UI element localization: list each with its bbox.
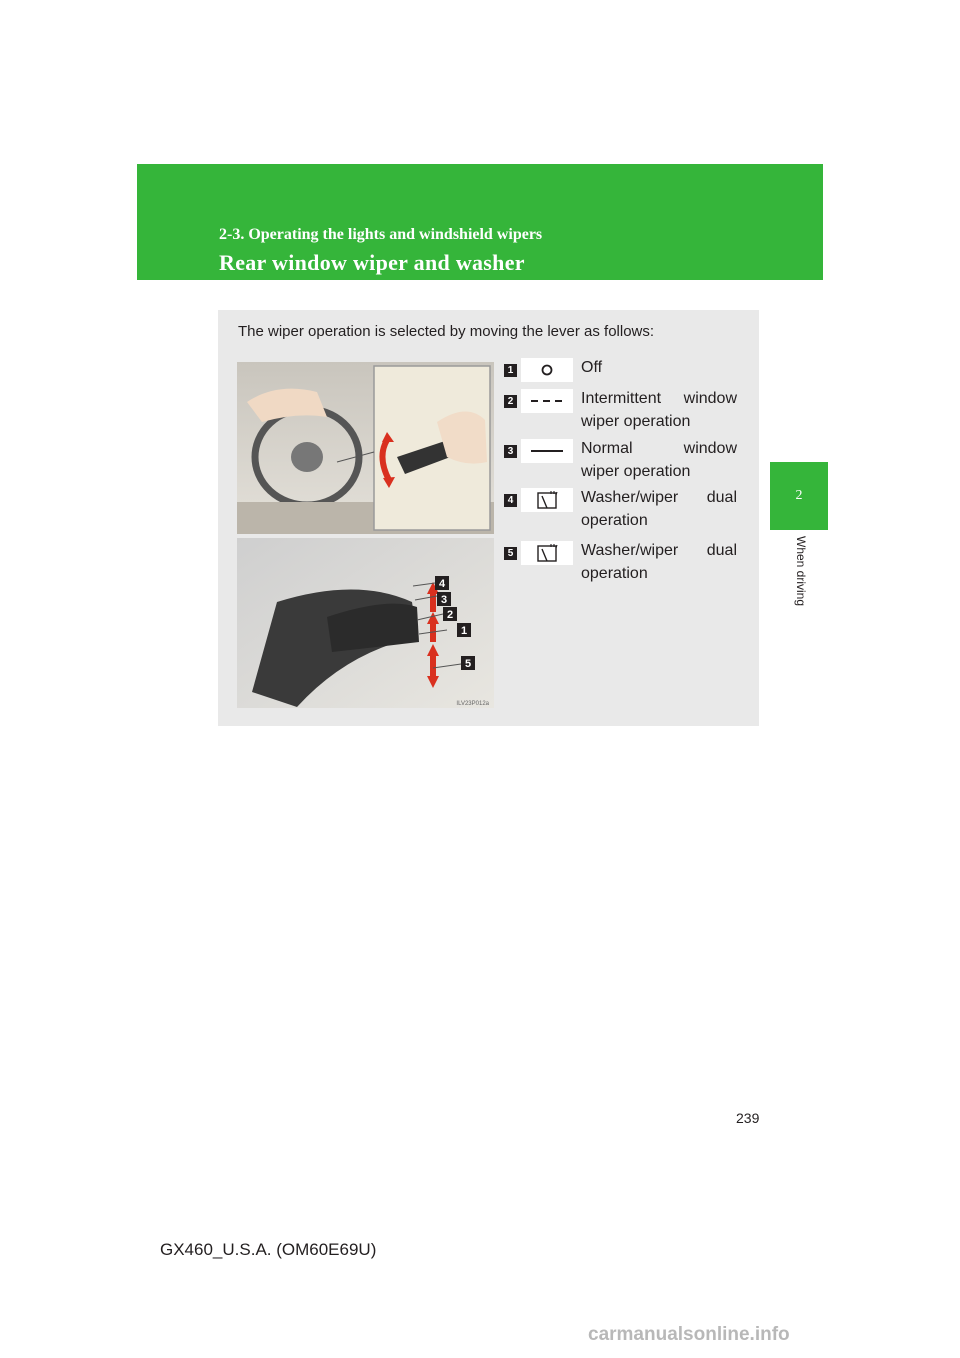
intro-text: The wiper operation is selected by moving the lever as follows: bbox=[238, 323, 655, 340]
legend-number: 1 bbox=[504, 364, 517, 377]
washer-wiper-icon bbox=[521, 541, 573, 565]
figure-code: ILV23P012a bbox=[456, 701, 489, 707]
legend-label: Washer/wiper dual bbox=[581, 542, 737, 559]
figure-marker-1: 1 bbox=[460, 625, 468, 637]
page-number: 239 bbox=[736, 1110, 760, 1126]
section-label: 2-3. Operating the lights and windshield wipers bbox=[219, 226, 543, 243]
figure-marker-3: 3 bbox=[440, 594, 448, 606]
legend-label-cont: operation bbox=[581, 512, 648, 529]
document-id: GX460_U.S.A. (OM60E69U) bbox=[160, 1240, 377, 1259]
solid-line-icon bbox=[521, 439, 573, 463]
legend-number: 3 bbox=[504, 445, 517, 458]
wiper-lever-illustration bbox=[237, 362, 494, 708]
legend-label: Normal window bbox=[581, 440, 737, 457]
legend-number: 4 bbox=[504, 494, 517, 507]
off-circle-icon bbox=[521, 358, 573, 382]
legend-label-cont: wiper operation bbox=[581, 413, 691, 430]
figure-marker-5: 5 bbox=[464, 658, 472, 670]
content-box bbox=[218, 310, 759, 726]
chapter-number: 2 bbox=[795, 488, 803, 503]
page-title: Rear window wiper and washer bbox=[219, 250, 525, 275]
legend-label: Intermittent window bbox=[581, 390, 737, 407]
washer-wiper-icon bbox=[521, 488, 573, 512]
watermark[interactable]: carmanualsonline.info bbox=[588, 1324, 790, 1345]
chapter-label: When driving bbox=[794, 536, 808, 607]
chapter-tab[interactable] bbox=[770, 462, 828, 530]
legend-number: 5 bbox=[504, 547, 517, 560]
legend-label-cont: operation bbox=[581, 565, 648, 582]
legend-label: Washer/wiper dual bbox=[581, 489, 737, 506]
figure-marker-2: 2 bbox=[446, 609, 454, 621]
figure-marker-4: 4 bbox=[438, 578, 446, 590]
legend-number: 2 bbox=[504, 395, 517, 408]
legend-label: Off bbox=[581, 359, 603, 376]
dashed-line-icon bbox=[521, 389, 573, 413]
legend-label-cont: wiper operation bbox=[581, 463, 691, 480]
